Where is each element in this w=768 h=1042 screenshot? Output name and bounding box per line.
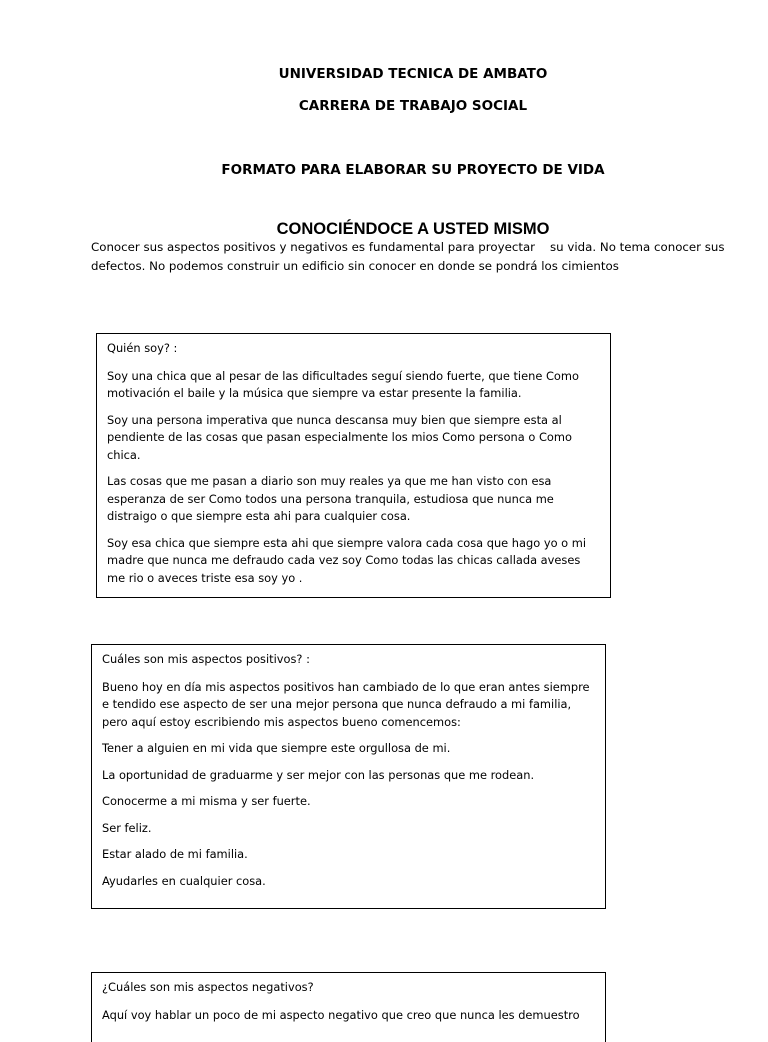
section-title: CONOCIÉNDOCE A USTED MISMO: [276, 220, 550, 238]
box-paragraph: Soy una persona imperativa que nunca descansa muy bien que siempre esta al pendiente de las cosas que pasan especialmente los mios Como persona o Como chica.: [107, 412, 572, 462]
career-title: CARRERA DE TRABAJO SOCIAL: [298, 98, 528, 114]
box-paragraph: Ser feliz.: [102, 820, 152, 835]
format-title: FORMATO PARA ELABORAR SU PROYECTO DE VIDA: [221, 162, 605, 178]
aspectos-negativos-box: [91, 972, 606, 1042]
box-paragraph: Conocerme a mi misma y ser fuerte.: [102, 794, 311, 808]
university-title: UNIVERSIDAD TECNICA DE AMBATO: [278, 66, 548, 82]
box-paragraph: Soy esa chica que siempre esta ahi que siempre valora cada cosa que hago yo o mi madre que nunca me defraudo cada vez soy Como todas las chicas callada aveses me rio o aveces triste esa soy yo .: [107, 535, 587, 585]
box-paragraph: La oportunidad de graduarme y ser mejor con las personas que me rodean.: [102, 767, 535, 782]
box-label: Quién soy? :: [107, 341, 178, 355]
box-label: ¿Cuáles son mis aspectos negativos?: [102, 980, 314, 994]
box-paragraph: Bueno hoy en día mis aspectos positivos han cambiado de lo que eran antes siempre e tendido ese aspecto de ser una mejor persona que nunca defraudo a mi familia, pero aquí estoy escribiendo mis aspectos bueno comencemos:: [102, 679, 590, 729]
box-paragraph: Estar alado de mi familia.: [102, 847, 248, 861]
box-paragraph: Las cosas que me pasan a diario son muy reales ya que me han visto con esa esperanza de ser Como todos una persona tranquila, estudiosa que nunca me distraigo o que siempre esta ahi para cualquier cosa.: [107, 474, 554, 523]
box-paragraph: Ayudarles en cualquier cosa.: [102, 873, 266, 888]
quien-soy-box: [96, 333, 611, 598]
aspectos-positivos-box: [91, 644, 606, 909]
box-paragraph: Aquí voy hablar un poco de mi aspecto negativo que creo que nunca les demuestro: [102, 1007, 580, 1022]
intro-text: Conocer sus aspectos positivos y negativos es fundamental para proyectar su vida. No tema conocer sus defectos. No podemos construir un edificio sin conocer en donde se pondrá los cimientos: [91, 240, 729, 273]
box-paragraph: Tener a alguien en mi vida que siempre este orgullosa de mi.: [102, 741, 451, 755]
box-paragraph: Soy una chica que al pesar de las dificultades seguí siendo fuerte, que tiene Como motivación el baile y la música que siempre va estar presente la familia.: [107, 368, 579, 400]
box-label: Cuáles son mis aspectos positivos? :: [102, 652, 310, 666]
